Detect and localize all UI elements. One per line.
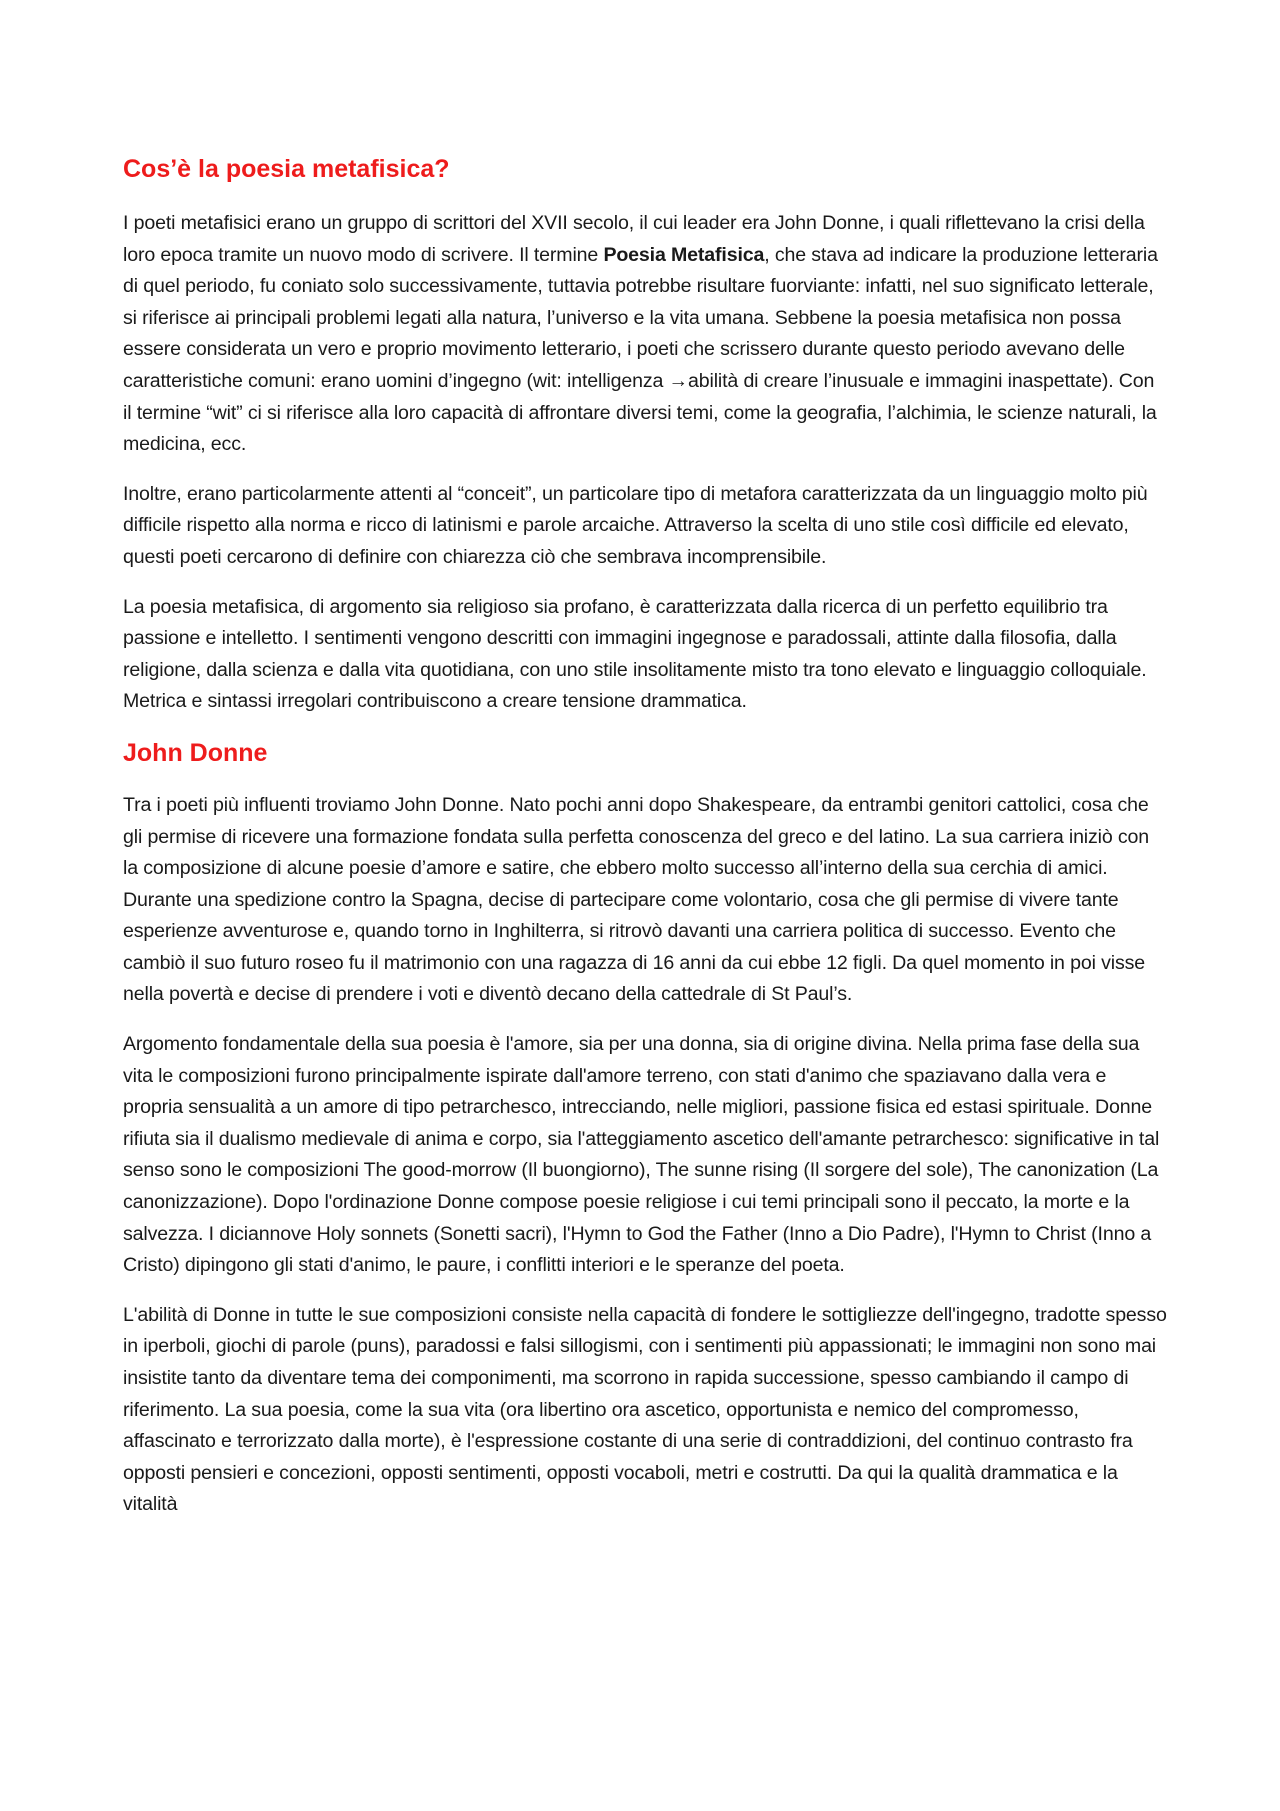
paragraph-intro-text-b: , che stava ad indicare la produzione letteraria di quel periodo, fu coniato solo successivamente, tuttavia potrebbe risultare fuorviante: infatti, nel suo significato letterale, si riferisce ai principali problemi legati alla natura, l’universo e la vita umana. Sebbene la poesia metafisica non possa essere considerata un vero e proprio movimento letterario, i poeti che scrissero durante questo periodo avevano delle caratteristiche comuni: erano uomini d’ingegno (wit: intelligenza — [123, 243, 1158, 392]
term-poesia-metafisica: Poesia Metafisica — [603, 243, 765, 266]
paragraph-intro — [123, 208, 1167, 461]
paragraph-themes: Argomento fondamentale della sua poesia è l'amore, sia per una donna, sia di origine divina. Nella prima fase della sua vita le composizioni furono principalmente ispirate dall'amore terreno, con stati d'animo che spaziavano dalla vera e propria sensualità a un amore di tipo petrarchesco, intrecciando, nelle migliori, passione fisica ed estasi spirituale. Donne rifiuta sia il dualismo medievale di anima e corpo, sia l'atteggiamento ascetico dell'amante petrarchesco: significative in tal senso sono le composizioni The good-morrow (Il buongiorno), The sunne rising (Il sorgere del sole), The canonization (La canonizzazione). Dopo l'ordinazione Donne compose poesie religiose i cui temi principali sono il peccato, la morte e la salvezza. I diciannove Holy sonnets (Sonetti sacri), l'Hymn to God the Father (Inno a Dio Padre), l'Hymn to Christ (Inno a Cristo) dipingono gli stati d'animo, le paure, i conflitti interiori e le speranze del poeta. — [123, 1033, 1160, 1277]
paragraph-intro-text-c: abilità di creare l’inusuale e immagini inaspettate). Con il termine “wit” ci si riferisce alla loro capacità di affrontare diversi temi, come la geografia, l’alchimia, le scienze naturali, la medicina, ecc. — [123, 369, 1157, 456]
heading-metaphysical-poetry: Cos’è la poesia metafisica? — [123, 155, 450, 183]
paragraph-style: L'abilità di Donne in tutte le sue composizioni consiste nella capacità di fondere le sottigliezze dell'ingegno, tradotte spesso in iperboli, giochi di parole (puns), paradossi e falsi sillogismi, con i sentimenti più appassionati; le immagini non sono mai insistite tanto da diventare tema dei componimenti, ma scorrono in rapida successione, spesso cambiando il campo di riferimento. La sua poesia, come la sua vita (ora libertino ora ascetico, opportunista e nemico del compromesso, affascinato e terrorizzato dalla morte), è l'espressione costante di una serie di contraddizioni, del continuo contrasto fra opposti pensieri e concezioni, opposti sentimenti, opposti vocaboli, metri e costrutti. Da qui la qualità drammatica e la vitalità — [123, 1303, 1167, 1516]
paragraph-intro-text-a: I poeti metafisici erano un gruppo di scrittori del XVII secolo, il cui leader era John Donne, i quali riflettevano la crisi della loro epoca tramite un nuovo modo di scrivere. Il termine — [123, 212, 1145, 266]
arrow-icon: → — [668, 369, 688, 392]
paragraph-conceit: Inoltre, erano particolarmente attenti al “conceit”, un particolare tipo di metafora caratterizzata da un linguaggio molto più difficile rispetto alla norma e ricco di latinismi e parole arcaiche. Attraverso la scelta di uno stile così difficile ed elevato, questi poeti cercarono di definire con chiarezza ciò che sembrava incomprensibile. — [123, 482, 1148, 568]
paragraph-balance: La poesia metafisica, di argomento sia religioso sia profano, è caratterizzata dalla ricerca di un perfetto equilibrio tra passione e intelletto. I sentimenti vengono descritti con immagini ingegnose e paradossali, attinte dalla filosofia, dalla religione, dalla scienza e dalla vita quotidiana, con uno stile insolitamente misto tra tono elevato e linguaggio colloquiale. Metrica e sintassi irregolari contribuiscono a creare tensione drammatica. — [123, 595, 1147, 713]
paragraph-biography: Tra i poeti più influenti troviamo John Donne. Nato pochi anni dopo Shakespeare, da entrambi genitori cattolici, cosa che gli permise di ricevere una formazione fondata sulla perfetta conoscenza del greco e del latino. La sua carriera iniziò con la composizione di alcune poesie d’amore e satire, che ebbero molto successo all’interno della sua cerchia di amici. Durante una spedizione contro la Spagna, decise di partecipare come volontario, cosa che gli permise di vivere tante esperienze avventurose e, quando torno in Inghilterra, si ritrovò davanti una carriera politica di successo. Evento che cambiò il suo futuro roseo fu il matrimonio con una ragazza di 16 anni da cui ebbe 12 figli. Da quel momento in poi visse nella povertà e decise di prendere i voti e diventò decano della cattedrale di St Paul’s. — [123, 793, 1150, 1006]
heading-john-donne: John Donne — [123, 738, 268, 767]
